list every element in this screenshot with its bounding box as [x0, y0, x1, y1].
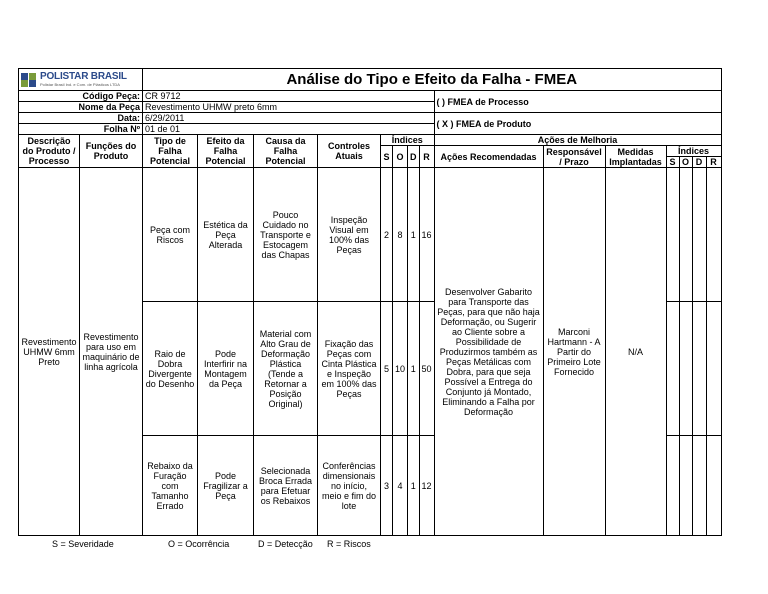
o2-cell	[679, 436, 692, 536]
col-tipo: Tipo de Falha Potencial	[143, 135, 198, 168]
fmea-processo: ( ) FMEA de Processo	[434, 91, 721, 113]
r2-cell	[706, 302, 721, 436]
col-d: D	[408, 146, 420, 168]
col-r: R	[419, 146, 434, 168]
s2-cell	[666, 168, 679, 302]
page-title: Análise do Tipo e Efeito da Falha - FMEA	[143, 69, 722, 91]
company-name: POLISTAR BRASIL	[40, 71, 127, 82]
funcoes-cell: Revestimento para uso em maquinário de linha agrícola	[80, 168, 143, 536]
col-r-2: R	[706, 157, 721, 168]
folha-value: 01 de 01	[143, 124, 435, 135]
d2-cell	[692, 436, 706, 536]
controles-cell: Inspeção Visual em 100% das Peças	[318, 168, 381, 302]
efeito-cell: Pode Fragilizar a Peça	[198, 436, 254, 536]
legend-r: R = Riscos	[327, 539, 371, 549]
legend-s: S = Severidade	[52, 539, 114, 549]
col-indices: Índices	[381, 135, 435, 146]
d-cell: 1	[408, 302, 420, 436]
tipo-cell: Raio de Dobra Divergente do Desenho	[143, 302, 198, 436]
logo-cell	[19, 69, 143, 91]
efeito-cell: Pode Interfirir na Montagem da Peça	[198, 302, 254, 436]
causa-cell: Material com Alto Grau de Deformação Plástica (Tende a Retornar a Posição Original)	[254, 302, 318, 436]
col-causa: Causa da Falha Potencial	[254, 135, 318, 168]
causa-cell: Selecionada Broca Errada para Efetuar os Rebaixos	[254, 436, 318, 536]
d2-cell	[692, 168, 706, 302]
legend-o: O = Ocorrência	[168, 539, 230, 549]
col-o: O	[393, 146, 408, 168]
company-logo	[21, 72, 140, 87]
d-cell: 1	[408, 436, 420, 536]
col-medidas: Medidas Implantadas	[605, 146, 666, 168]
r-cell: 50	[419, 302, 434, 436]
o-cell: 8	[393, 168, 408, 302]
d2-cell	[692, 302, 706, 436]
fmea-produto: ( X ) FMEA de Produto	[434, 113, 721, 135]
r2-cell	[706, 436, 721, 536]
col-d-2: D	[692, 157, 706, 168]
s2-cell	[666, 302, 679, 436]
efeito-cell: Estética da Peça Alterada	[198, 168, 254, 302]
polistar-logo-icon	[21, 73, 37, 87]
tipo-cell: Peça com Riscos	[143, 168, 198, 302]
codigo-value: CR 9712	[143, 91, 435, 102]
o-cell: 10	[393, 302, 408, 436]
responsavel-cell: Marconi Hartmann - A Partir do Primeiro Lote Fornecido	[543, 168, 605, 536]
codigo-label: Código Peça:	[19, 91, 143, 102]
fmea-sheet	[18, 68, 726, 536]
descricao-cell: Revestimento UHMW 6mm Preto	[19, 168, 80, 536]
o2-cell	[679, 168, 692, 302]
col-descricao: Descrição do Produto / Processo	[19, 135, 80, 168]
col-responsavel: Responsável / Prazo	[543, 146, 605, 168]
s-cell: 5	[381, 302, 393, 436]
col-acoes-recomendadas: Ações Recomendadas	[434, 146, 543, 168]
medidas-cell: N/A	[605, 168, 666, 536]
s2-cell	[666, 436, 679, 536]
o-cell: 4	[393, 436, 408, 536]
o2-cell	[679, 302, 692, 436]
col-funcoes: Funções do Produto	[80, 135, 143, 168]
controles-cell: Conferências dimensionais no início, meio e fim do lote	[318, 436, 381, 536]
r2-cell	[706, 168, 721, 302]
nome-label: Nome da Peça	[19, 102, 143, 113]
col-s: S	[381, 146, 393, 168]
r-cell: 12	[419, 436, 434, 536]
causa-cell: Pouco Cuidado no Transporte e Estocagem das Chapas	[254, 168, 318, 302]
s-cell: 3	[381, 436, 393, 536]
col-indices-2: Índices	[666, 146, 721, 157]
col-s-2: S	[666, 157, 679, 168]
nome-value: Revestimento UHMW preto 6mm	[143, 102, 435, 113]
tipo-cell: Rebaixo da Furação com Tamanho Errado	[143, 436, 198, 536]
table-row	[19, 168, 722, 302]
controles-cell: Fixação das Peças com Cinta Plástica e Inspeção em 100% das Peças	[318, 302, 381, 436]
s-cell: 2	[381, 168, 393, 302]
legend-d: D = Detecção	[258, 539, 313, 549]
data-value: 6/29/2011	[143, 113, 435, 124]
col-controles: Controles Atuais	[318, 135, 381, 168]
col-efeito: Efeito da Falha Potencial	[198, 135, 254, 168]
col-acoes-melhoria: Ações de Melhoria	[434, 135, 721, 146]
r-cell: 16	[419, 168, 434, 302]
acoes-recomendadas-cell: Desenvolver Gabarito para Transporte das Peças, para que não haja Deformação, ou Sugerir ao Cliente sobre a Possibilidade de Produzirmos também as Peças Metálicas com Dobra, para que seja Possível a Entrega do Conjunto já Montado, Eliminando a Falha por Deformação	[434, 168, 543, 536]
d-cell: 1	[408, 168, 420, 302]
company-subtitle: Polistar Brasil Ind. e Com. de Plásticos LTDA	[40, 82, 120, 87]
folha-label: Folha Nº	[19, 124, 143, 135]
data-label: Data:	[19, 113, 143, 124]
col-o-2: O	[679, 157, 692, 168]
fmea-table	[18, 68, 722, 536]
